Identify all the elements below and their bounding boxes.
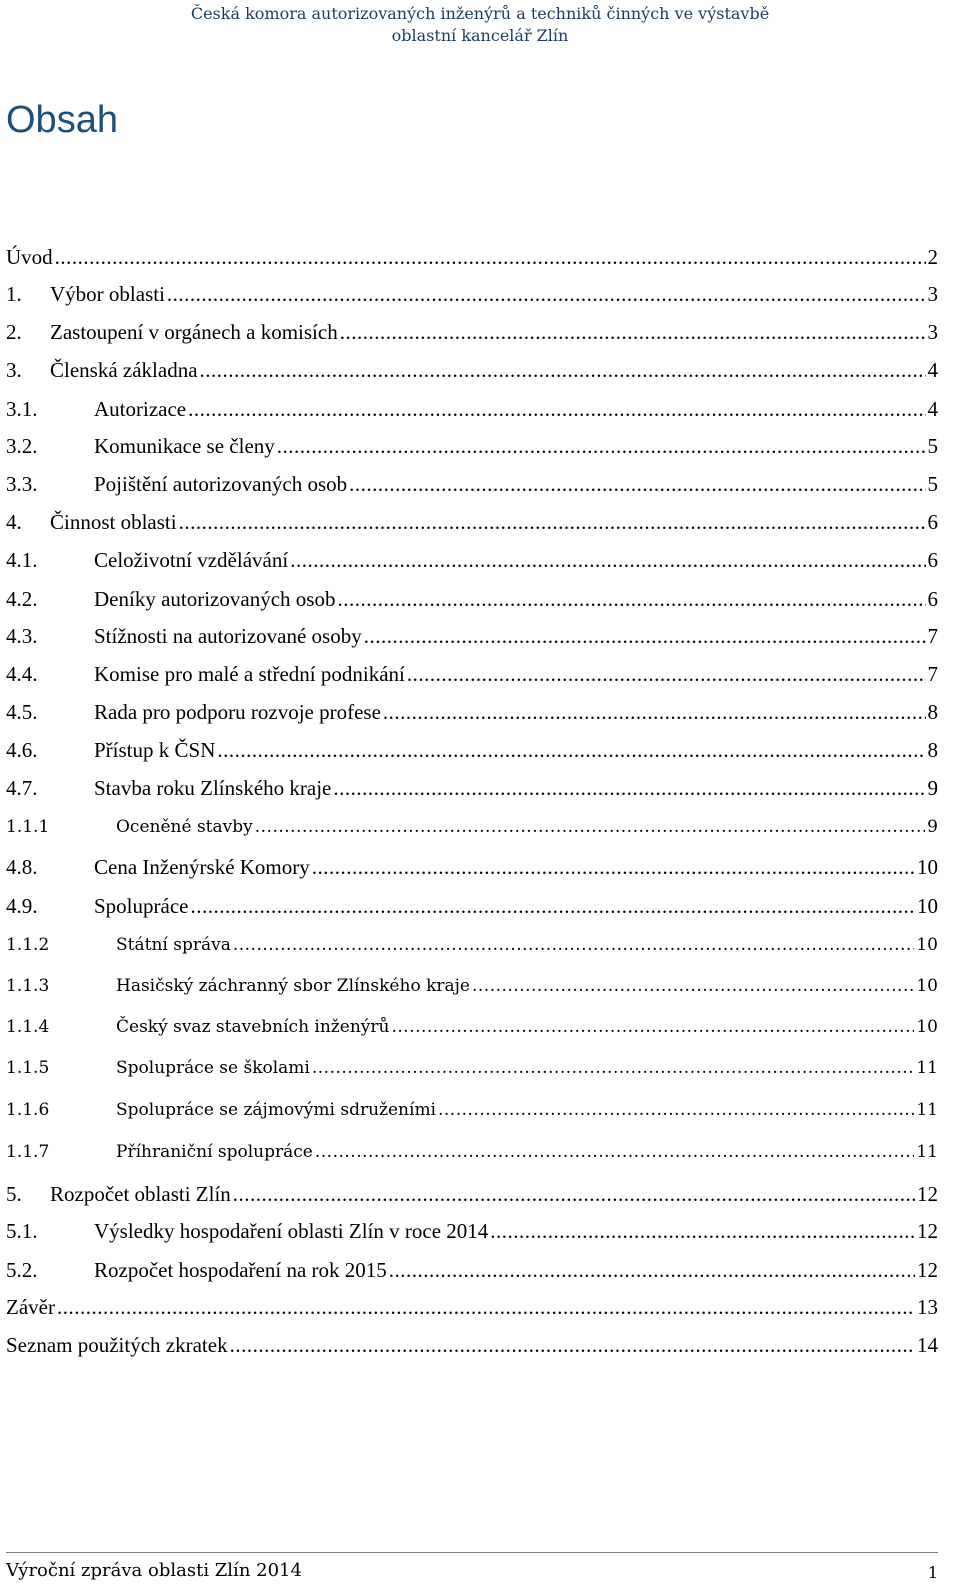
- toc-dot-leader: [255, 813, 925, 841]
- toc-dot-leader: [391, 1013, 914, 1041]
- toc-entry-label: Přístup k ČSN: [94, 738, 216, 762]
- toc-entry[interactable]: [6, 698, 938, 726]
- toc-entry-page: 3: [927, 282, 938, 306]
- toc-entry-label: Rozpočet oblasti Zlín: [50, 1182, 231, 1206]
- toc-entry-number: 1.1.1: [6, 817, 50, 837]
- toc-dot-leader: [290, 546, 925, 574]
- toc-dot-leader: [340, 318, 926, 346]
- toc-entry[interactable]: [6, 1138, 938, 1166]
- toc-entry[interactable]: [6, 280, 938, 308]
- toc-dot-leader: [55, 243, 926, 271]
- toc-entry-page: 9: [927, 776, 938, 800]
- toc-dot-leader: [188, 395, 925, 423]
- toc-entry[interactable]: [6, 508, 938, 536]
- toc-entry[interactable]: [6, 318, 938, 346]
- toc-entry-page: 5: [927, 472, 938, 496]
- toc-entry-number: 2.: [6, 320, 22, 344]
- toc-entry-label: Příhraniční spolupráce: [116, 1142, 313, 1162]
- toc-entry[interactable]: [6, 470, 938, 498]
- toc-dot-leader: [315, 1138, 914, 1166]
- toc-dot-leader: [179, 508, 926, 536]
- toc-entry[interactable]: [6, 1293, 938, 1321]
- toc-entry-page: 10: [917, 855, 938, 879]
- toc-entry-number: 5.1.: [6, 1219, 38, 1243]
- toc-entry-label: Cena Inženýrské Komory: [94, 855, 310, 879]
- footer-page-number: 1: [927, 1563, 938, 1582]
- toc-entry-label: Výbor oblasti: [50, 282, 165, 306]
- toc-entry-number: 4.1.: [6, 548, 38, 572]
- toc-entry[interactable]: [6, 356, 938, 384]
- toc-entry-label: Činnost oblasti: [50, 510, 177, 534]
- toc-dot-leader: [407, 660, 926, 688]
- toc-entry[interactable]: [6, 1013, 938, 1041]
- toc-entry-page: 6: [927, 510, 938, 534]
- toc-entry-page: 10: [916, 935, 938, 955]
- toc-entry[interactable]: [6, 1331, 938, 1359]
- toc-dot-leader: [389, 1256, 915, 1284]
- toc-entry[interactable]: [6, 892, 938, 920]
- toc-entry-page: 13: [917, 1295, 938, 1319]
- toc-entry-number: 4.: [6, 510, 22, 534]
- toc-entry-label: Stavba roku Zlínského kraje: [94, 776, 332, 800]
- toc-entry-page: 4: [927, 397, 938, 421]
- toc-entry[interactable]: [6, 1054, 938, 1082]
- toc-entry-number: 4.7.: [6, 776, 38, 800]
- footer-divider: [6, 1552, 938, 1553]
- toc-entry-number: 1.1.4: [6, 1017, 50, 1037]
- toc-entry-number: 3.1.: [6, 397, 38, 421]
- toc-entry-page: 3: [927, 320, 938, 344]
- toc-entry-page: 6: [927, 587, 938, 611]
- toc-entry-label: Členská základna: [50, 358, 198, 382]
- toc-entry-number: 5.2.: [6, 1258, 38, 1282]
- toc-entry-page: 10: [916, 1017, 938, 1037]
- header-organization: Česká komora autorizovaných inženýrů a techniků činných ve výstavbě: [190, 4, 770, 23]
- toc-entry-number: 4.8.: [6, 855, 38, 879]
- toc-entry[interactable]: [6, 432, 938, 460]
- toc-entry-label: Celoživotní vzdělávání: [94, 548, 289, 572]
- toc-entry-label: Oceněné stavby: [116, 817, 253, 837]
- toc-entry-page: 6: [927, 548, 938, 572]
- toc-dot-leader: [167, 280, 926, 308]
- toc-entry[interactable]: [6, 395, 938, 423]
- header-office: oblastní kancelář Zlín: [391, 26, 569, 45]
- toc-entry-number: 1.: [6, 282, 22, 306]
- toc-entry-label: Úvod: [6, 245, 53, 269]
- toc-entry-page: 7: [927, 662, 938, 686]
- toc-entry-number: 4.5.: [6, 700, 38, 724]
- toc-entry[interactable]: [6, 736, 938, 764]
- toc-entry-number: 4.9.: [6, 894, 38, 918]
- toc-entry-label: Autorizace: [94, 397, 187, 421]
- toc-entry-page: 12: [917, 1219, 938, 1243]
- toc-entry-label: Rozpočet hospodaření na rok 2015: [94, 1258, 387, 1282]
- toc-dot-leader: [230, 1331, 915, 1359]
- toc-dot-leader: [364, 622, 926, 650]
- toc-entry-label: Hasičský záchranný sbor Zlínského kraje: [116, 976, 470, 996]
- footer-report-title: Výroční zpráva oblasti Zlín 2014: [6, 1560, 302, 1581]
- toc-dot-leader: [217, 736, 925, 764]
- toc-entry-number: 4.2.: [6, 587, 38, 611]
- toc-dot-leader: [490, 1217, 915, 1245]
- toc-entry-number: 1.1.3: [6, 976, 50, 996]
- toc-dot-leader: [383, 698, 926, 726]
- toc-dot-leader: [57, 1293, 915, 1321]
- toc-dot-leader: [277, 432, 926, 460]
- toc-title: Obsah: [6, 99, 118, 141]
- toc-entry[interactable]: [6, 546, 938, 574]
- toc-entry-page: 2: [927, 245, 938, 269]
- toc-entry-number: 1.1.6: [6, 1100, 50, 1120]
- toc-entry[interactable]: [6, 1096, 938, 1124]
- toc-entry-number: 1.1.7: [6, 1142, 50, 1162]
- toc-dot-leader: [333, 774, 925, 802]
- toc-entry-number: 3.2.: [6, 434, 38, 458]
- toc-entry[interactable]: [6, 1217, 938, 1245]
- toc-entry[interactable]: [6, 972, 938, 1000]
- toc-entry-page: 14: [917, 1333, 938, 1357]
- toc-entry-label: Deníky autorizovaných osob: [94, 587, 336, 611]
- toc-entry-page: 8: [927, 738, 938, 762]
- toc-entry-label: Spolupráce: [94, 894, 189, 918]
- toc-entry-number: 4.4.: [6, 662, 38, 686]
- toc-entry-label: Závěr: [6, 1295, 55, 1319]
- toc-entry-page: 5: [927, 434, 938, 458]
- toc-entry-page: 11: [916, 1058, 938, 1078]
- toc-entry[interactable]: [6, 853, 938, 881]
- toc-entry-label: Státní správa: [116, 935, 231, 955]
- toc-entry-number: 3.3.: [6, 472, 38, 496]
- toc-entry-number: 1.1.5: [6, 1058, 50, 1078]
- toc-entry-label: Stížnosti na autorizované osoby: [94, 624, 362, 648]
- toc-entry-page: 8: [927, 700, 938, 724]
- toc-entry-page: 11: [916, 1100, 938, 1120]
- toc-entry-label: Komunikace se členy: [94, 434, 275, 458]
- toc-entry-number: 4.6.: [6, 738, 38, 762]
- toc-entry-number: 3.: [6, 358, 22, 382]
- toc-entry-number: 5.: [6, 1182, 22, 1206]
- toc-entry[interactable]: [6, 813, 938, 841]
- toc-dot-leader: [337, 585, 925, 613]
- toc-entry-page: 12: [917, 1258, 938, 1282]
- toc-entry-label: Komise pro malé a střední podnikání: [94, 662, 405, 686]
- toc-dot-leader: [312, 1054, 915, 1082]
- toc-entry-number: 4.3.: [6, 624, 38, 648]
- toc-entry-page: 10: [917, 894, 938, 918]
- toc-entry-label: Pojištění autorizovaných osob: [94, 472, 348, 496]
- toc-entry[interactable]: [6, 243, 938, 271]
- toc-dot-leader: [233, 931, 915, 959]
- toc-entry-label: Výsledky hospodaření oblasti Zlín v roce 2014: [94, 1219, 489, 1243]
- toc-entry[interactable]: [6, 585, 938, 613]
- toc-entry-label: Seznam použitých zkratek: [6, 1333, 228, 1357]
- toc-dot-leader: [349, 470, 925, 498]
- toc-dot-leader: [190, 892, 915, 920]
- toc-entry[interactable]: [6, 622, 938, 650]
- toc-dot-leader: [438, 1096, 914, 1124]
- toc-entry[interactable]: [6, 660, 938, 688]
- toc-entry-label: Zastoupení v orgánech a komisích: [50, 320, 338, 344]
- toc-entry[interactable]: [6, 931, 938, 959]
- toc-dot-leader: [312, 853, 915, 881]
- toc-dot-leader: [472, 972, 914, 1000]
- toc-entry[interactable]: [6, 1180, 938, 1208]
- toc-entry-page: 7: [927, 624, 938, 648]
- toc-dot-leader: [200, 356, 926, 384]
- toc-entry[interactable]: [6, 1256, 938, 1284]
- toc-entry-label: Rada pro podporu rozvoje profese: [94, 700, 381, 724]
- toc-dot-leader: [233, 1180, 915, 1208]
- toc-entry-label: Spolupráce se školami: [116, 1058, 310, 1078]
- toc-entry-label: Spolupráce se zájmovými sdruženími: [116, 1100, 436, 1120]
- toc-entry-page: 11: [916, 1142, 938, 1162]
- toc-entry-page: 9: [927, 817, 938, 837]
- toc-entry-page: 4: [927, 358, 938, 382]
- toc-entry-number: 1.1.2: [6, 935, 50, 955]
- toc-entry[interactable]: [6, 774, 938, 802]
- toc-entry-page: 12: [917, 1182, 938, 1206]
- toc-entry-page: 10: [916, 976, 938, 996]
- toc-entry-label: Český svaz stavebních inženýrů: [116, 1017, 390, 1037]
